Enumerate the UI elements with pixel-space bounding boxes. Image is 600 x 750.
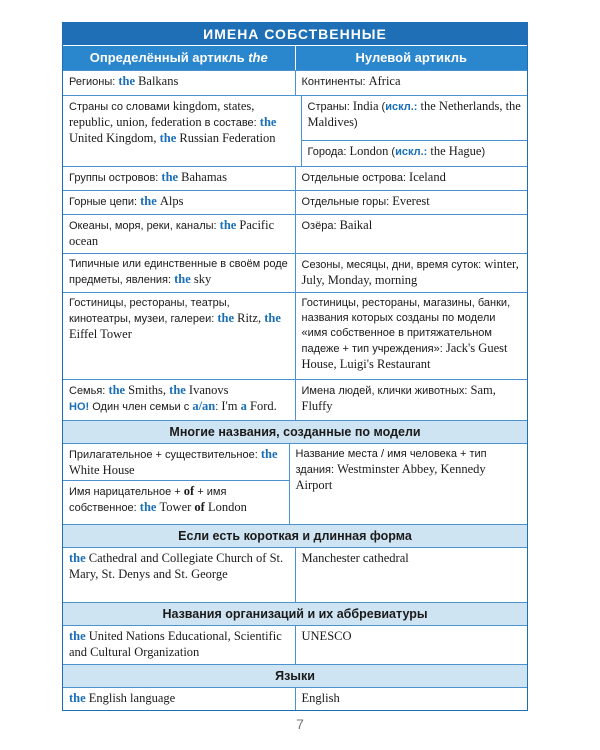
cell-text: Отдельные горы: [301, 196, 393, 208]
exception-label: искл.: [395, 146, 428, 158]
example: United Nations Educational, Scientific and Cultural Organization [69, 629, 282, 659]
column-header-the: the [248, 50, 268, 65]
cell-text: Страны: [307, 101, 353, 113]
example: Ivanovs [188, 383, 229, 397]
cell-text: Океаны, моря, реки, каналы: [69, 220, 220, 232]
cell-text: Сезоны, месяцы, дни, время суток: [301, 259, 485, 271]
example: winter, July, Monday, morning [301, 257, 519, 287]
article-the: the [108, 383, 126, 397]
article-the: the [69, 551, 86, 565]
cell-left [63, 215, 296, 253]
example: India [352, 99, 379, 113]
example: United Kingdom, [69, 131, 160, 145]
cell-text: Один член семьи с [89, 401, 193, 413]
example: Cathedral and Collegiate Church of St. Mary, St. Denys and St. George [69, 551, 284, 581]
preposition-of: of [194, 500, 205, 514]
example: Everest [392, 194, 430, 208]
cell-text: Гостиницы, рестораны, магазины, банки, названия которых созданы по модели «имя собственное в притяжательном падеже + тип учреждения»: [301, 297, 511, 355]
article-the: the [169, 383, 186, 397]
cell-text: Семья: [69, 385, 109, 397]
table-title: ИМЕНА СОБСТВЕННЫЕ [63, 23, 527, 45]
section-header: Если есть короткая и длинная форма [63, 524, 527, 547]
example: White House [69, 463, 135, 477]
table-row [63, 547, 527, 602]
subcell-adj-noun [63, 444, 289, 480]
table-row [63, 253, 527, 292]
cell-right [296, 191, 528, 214]
cell-left [63, 380, 296, 420]
example: the Hague [430, 144, 482, 158]
example: Westminster Abbey, Kennedy Airport [295, 462, 486, 492]
article-the: the [264, 311, 281, 325]
example: Sam, Fluffy [301, 383, 496, 413]
cell-left [63, 293, 296, 379]
cell-text: Имя нарицательное + [69, 486, 184, 498]
article-the: the [219, 218, 237, 232]
cell-left [63, 254, 296, 292]
column-header-zero: Нулевой артикль [355, 50, 467, 65]
article-the: the [159, 131, 177, 145]
proper-names-table [62, 22, 528, 711]
example: the Netherlands, the Maldives [307, 99, 521, 129]
cell-text: Имена людей, клички животных: [301, 385, 471, 397]
subcell-cities: Города: London (искл.: the Hague) [302, 140, 528, 166]
example: kingdom, states, republic, union, federation [69, 99, 255, 129]
example: English [301, 691, 340, 705]
example: sky [193, 272, 212, 286]
cell-text: Типичные или единственные в своём роде предметы, явления: [69, 258, 288, 286]
subcell-noun-of [63, 480, 289, 524]
example: Russian Federation [179, 131, 276, 145]
cell-right [290, 444, 528, 524]
cell-text: Континенты: [301, 76, 369, 88]
cell-right [296, 548, 528, 602]
article-the: the [139, 500, 157, 514]
cell-right [296, 293, 528, 379]
cell-text: Гостиницы, рестораны, театры, кинотеатры, музеи, галереи: [69, 297, 230, 325]
cell-left [63, 688, 296, 710]
cell-text: в составе: [201, 117, 260, 129]
article-the: the [69, 691, 86, 705]
example: Pacific ocean [69, 218, 275, 248]
cell-left [63, 191, 296, 214]
cell-text: Регионы: [69, 76, 119, 88]
table-row [63, 687, 527, 710]
example: Africa [368, 74, 401, 88]
example: London [204, 500, 247, 514]
example: Iceland [409, 170, 446, 184]
cell-text: Озёра: [301, 220, 340, 232]
table-row [63, 95, 527, 166]
cell-text: Страны со словами [69, 101, 173, 113]
table-row [63, 443, 527, 524]
cell-text: Прилагательное + существительное: [69, 449, 261, 461]
cell-text: Название места / имя человека + тип здания: [295, 448, 487, 476]
example: London [349, 144, 389, 158]
example: Balkans [138, 74, 179, 88]
cell-left [63, 167, 296, 190]
note-label: НО! [69, 401, 90, 413]
column-header-definite-label: Определённый артикль [89, 50, 245, 65]
cell-text: Группы островов: [69, 172, 162, 184]
section-header: Названия организаций и их аббревиатуры [63, 602, 527, 625]
cell-text: Города: [307, 146, 350, 158]
example: Smiths, [128, 383, 170, 397]
section-header: Многие названия, созданные по модели [63, 420, 527, 443]
cell-text: + имя собственное: [69, 486, 227, 514]
article-the: the [174, 272, 191, 286]
example: Ritz, [237, 311, 265, 325]
table-row [63, 166, 527, 190]
table-row [63, 214, 527, 253]
cell-left [63, 548, 296, 602]
cell-left [63, 444, 290, 524]
article-a: a [240, 399, 247, 413]
example: UNESCO [301, 629, 352, 643]
table-row [63, 292, 527, 379]
article-the: the [140, 194, 157, 208]
subcell-countries: Страны: India (искл.: the Netherlands, the Maldives) [307, 99, 521, 129]
example: Eiffel Tower [69, 327, 132, 341]
article-the: the [259, 115, 277, 129]
example: English language [88, 691, 176, 705]
table-row [63, 379, 527, 420]
cell-right [296, 71, 528, 95]
preposition-of: of [183, 484, 195, 498]
column-headers [63, 45, 527, 70]
article-a: a/an [192, 399, 216, 413]
section-header: Языки [63, 664, 527, 687]
example: Ford. [246, 399, 277, 413]
article-the: the [161, 170, 179, 184]
cell-right [296, 254, 528, 292]
cell-right [296, 215, 528, 253]
example: Jack's Guest House, Luigi's Restaurant [301, 341, 508, 371]
example: Manchester cathedral [301, 551, 409, 565]
cell-text: : [215, 401, 222, 413]
example: Baikal [339, 218, 373, 232]
example: Bahamas [181, 170, 227, 184]
article-the: the [69, 629, 86, 643]
article-the: the [217, 311, 235, 325]
cell-right [296, 688, 528, 710]
table-row [63, 190, 527, 214]
cell-left [63, 71, 296, 95]
table-row [63, 625, 527, 664]
cell-right [296, 626, 528, 664]
column-header-definite [63, 46, 296, 70]
cell-text: Отдельные острова: [301, 172, 410, 184]
cell-right [296, 167, 528, 190]
cell-text: Горные цепи: [69, 196, 141, 208]
page-number: 7 [296, 716, 304, 732]
cell-right [302, 96, 528, 166]
cell-right [296, 380, 528, 420]
example: Alps [159, 194, 184, 208]
example: I'm [221, 399, 241, 413]
table-row [63, 70, 527, 95]
cell-left [63, 96, 302, 166]
article-the: the [118, 74, 136, 88]
exception-label: искл.: [385, 101, 418, 113]
example: Tower [159, 500, 195, 514]
article-the: the [260, 447, 278, 461]
cell-left [63, 626, 296, 664]
